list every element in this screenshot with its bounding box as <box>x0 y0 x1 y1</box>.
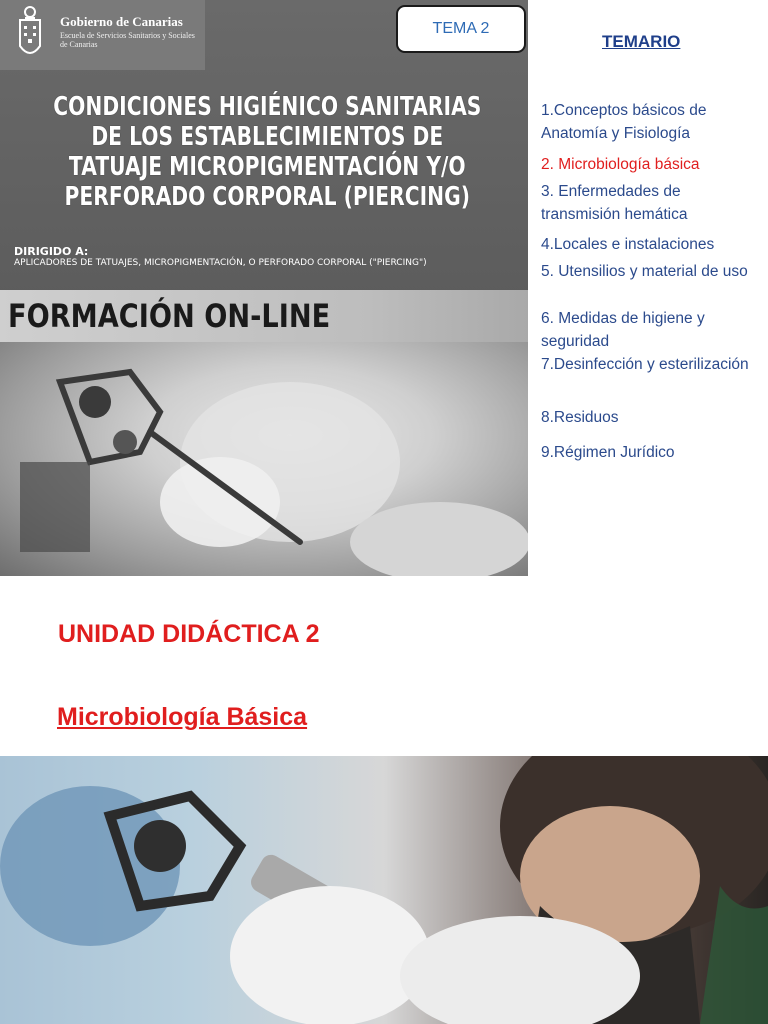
temario-item: 5. Utensilios y material de uso <box>541 263 748 280</box>
formacion-title: FORMACIÓN ON-LINE <box>8 297 331 335</box>
temario-item: 1.Conceptos básicos de Anatomía y Fisiología <box>541 102 707 142</box>
temario-item: 3. Enfermedades de transmisión hemática <box>541 183 688 223</box>
temario-item: 8.Residuos <box>541 409 619 426</box>
temario-item: 9.Régimen Jurídico <box>541 444 675 461</box>
dirigido-text: APLICADORES DE TATUAJES, MICROPIGMENTACIÓN, O PERFORADO CORPORAL ("PIERCING") <box>14 258 427 268</box>
tattoo-machine-illustration <box>0 342 528 576</box>
temario-title: TEMARIO <box>602 32 681 51</box>
gov-title: Gobierno de Canarias <box>60 14 183 29</box>
tattoo-artist-illustration <box>0 756 768 1024</box>
dirigido-label: DIRIGIDO A: <box>14 245 89 258</box>
temario-item: 4.Locales e instalaciones <box>541 236 715 253</box>
course-title-line: DE LOS ESTABLECIMIENTOS DE <box>91 122 444 152</box>
course-title <box>6 92 528 212</box>
coat-of-arms-icon <box>14 6 46 62</box>
course-title-line: CONDICIONES HIGIÉNICO SANITARIAS <box>53 92 482 122</box>
temario-item: 6. Medidas de higiene y seguridad <box>541 310 705 350</box>
gov-subtitle: Escuela de Servicios Sanitarios y Sociales de Canarias <box>60 31 195 49</box>
unidad-subtitle: Microbiología Básica <box>57 703 308 731</box>
course-banner <box>0 0 528 576</box>
course-title-line: TATUAJE MICROPIGMENTACIÓN Y/O <box>68 152 466 182</box>
temario-item: 7.Desinfección y esterilización <box>541 356 749 373</box>
tattoo-machine-photo <box>0 342 528 576</box>
tattoo-artist-photo <box>0 756 768 1024</box>
unidad-title: UNIDAD DIDÁCTICA 2 <box>58 620 320 648</box>
temario-item-active: 2. Microbiología básica <box>541 156 700 173</box>
course-title-line: PERFORADO CORPORAL (PIERCING) <box>64 182 471 212</box>
tema-badge: TEMA 2 <box>396 5 526 53</box>
gov-logo-block <box>0 0 205 70</box>
